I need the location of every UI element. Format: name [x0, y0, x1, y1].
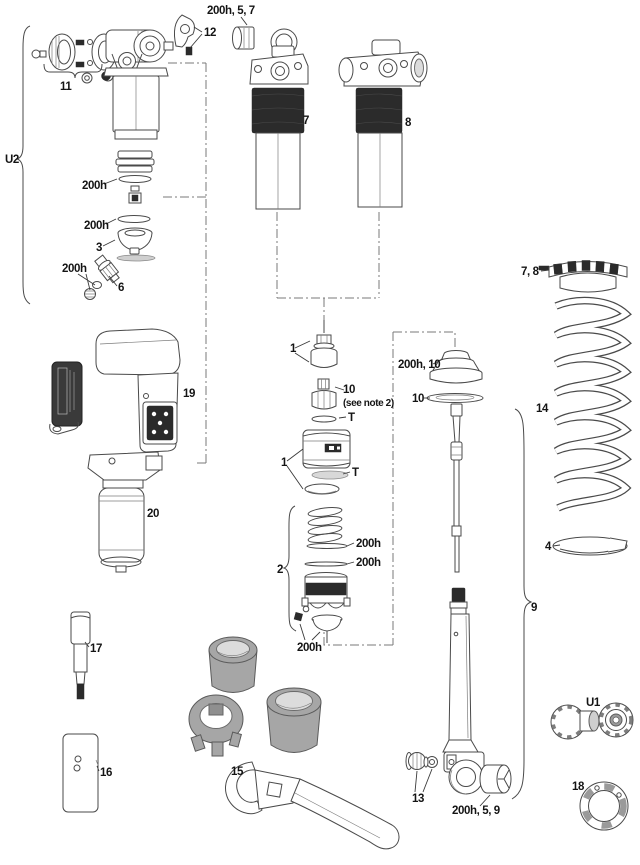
top-cap-stack — [116, 151, 154, 172]
label-u1: U1 — [586, 697, 600, 709]
label-15: 15 — [231, 766, 243, 778]
label-12: 12 — [204, 27, 216, 39]
air-can-1 — [303, 430, 350, 468]
label-10-mid: 10 — [343, 384, 355, 396]
label-roller-top: 200h, 5, 7 — [207, 5, 255, 17]
piston-bolt-seal — [294, 606, 309, 621]
seal-ring-flat — [117, 255, 155, 261]
tool-17 — [71, 612, 90, 699]
oring-200h-a — [119, 176, 151, 183]
fitting-10 — [312, 379, 336, 409]
label-200h-10: 200h, 10 — [398, 359, 441, 371]
label-9: 9 — [531, 602, 537, 614]
label-18: 18 — [572, 781, 584, 793]
label-1-can: 1 — [281, 457, 287, 469]
bracket-u2 — [17, 26, 30, 304]
connector-lines — [162, 63, 455, 645]
label-7-8: 7, 8 — [521, 266, 539, 278]
mounting-nuts-13 — [406, 753, 438, 770]
bracket-part2 — [284, 506, 296, 631]
eyelet-bushing — [480, 765, 511, 793]
washer-200h-a — [307, 544, 347, 549]
tool-cups-15 — [189, 637, 321, 756]
label-14: 14 — [536, 403, 548, 415]
remote-module-19 — [96, 329, 180, 452]
remote-lever-12 — [174, 15, 194, 55]
label-4: 4 — [545, 541, 551, 553]
valve-6 — [85, 254, 122, 300]
shock-8 — [339, 40, 427, 207]
clamp-block-16 — [63, 734, 98, 812]
battery-pack — [50, 362, 82, 434]
label-16: 16 — [100, 767, 112, 779]
t-ring-upper — [312, 416, 336, 422]
preload-collar — [539, 261, 627, 293]
label-10-washer: 10 — [412, 393, 424, 405]
air-valve-cap-3 — [118, 228, 152, 254]
oring-200h-b — [118, 216, 150, 223]
label-200h-5-9: 200h, 5, 9 — [452, 805, 500, 817]
damper-body — [443, 588, 484, 794]
label-19: 19 — [183, 388, 195, 400]
bracket-9 — [512, 409, 531, 799]
label-8: 8 — [405, 117, 411, 129]
label-u2: U2 — [5, 154, 19, 166]
label-200h-bottom: 200h — [297, 642, 322, 654]
valve-core-small — [129, 186, 141, 203]
label-200h-b: 200h — [84, 220, 109, 232]
washer-10 — [427, 394, 483, 403]
t-ring-lower — [312, 471, 348, 479]
label-3: 3 — [96, 242, 102, 254]
label-1-top: 1 — [290, 343, 296, 355]
piston-assembly — [302, 573, 350, 609]
shock-7 — [250, 29, 308, 209]
negative-spring-2 — [308, 506, 343, 544]
label-200h-a: 200h — [82, 180, 107, 192]
label-200h-w2: 200h — [356, 557, 381, 569]
label-2: 2 — [277, 564, 283, 576]
shaft-cap-1 — [311, 320, 337, 368]
label-6: 6 — [118, 282, 124, 294]
label-t-lower: T — [352, 467, 359, 479]
label-see-note-2: (see note 2) — [343, 398, 394, 409]
washer-200h-b — [305, 562, 347, 566]
label-t-upper: T — [348, 412, 355, 424]
label-20: 20 — [147, 508, 159, 520]
label-13: 13 — [412, 793, 424, 805]
spanner-wrench — [225, 762, 399, 849]
motor-shock-assembly — [102, 30, 174, 139]
bottom-valve — [312, 615, 342, 643]
castellated-cup-18 — [580, 782, 628, 830]
label-200h-c: 200h — [62, 263, 87, 275]
label-11: 11 — [60, 81, 72, 93]
label-200h-w1: 200h — [356, 538, 381, 550]
roller-bushing-top — [233, 27, 255, 49]
label-17: 17 — [90, 643, 102, 655]
spring-retainer-4 — [553, 537, 627, 555]
coil-spring-14 — [556, 301, 626, 508]
rebound-needle — [451, 404, 462, 572]
label-7: 7 — [303, 115, 309, 127]
base-ring — [305, 484, 339, 494]
